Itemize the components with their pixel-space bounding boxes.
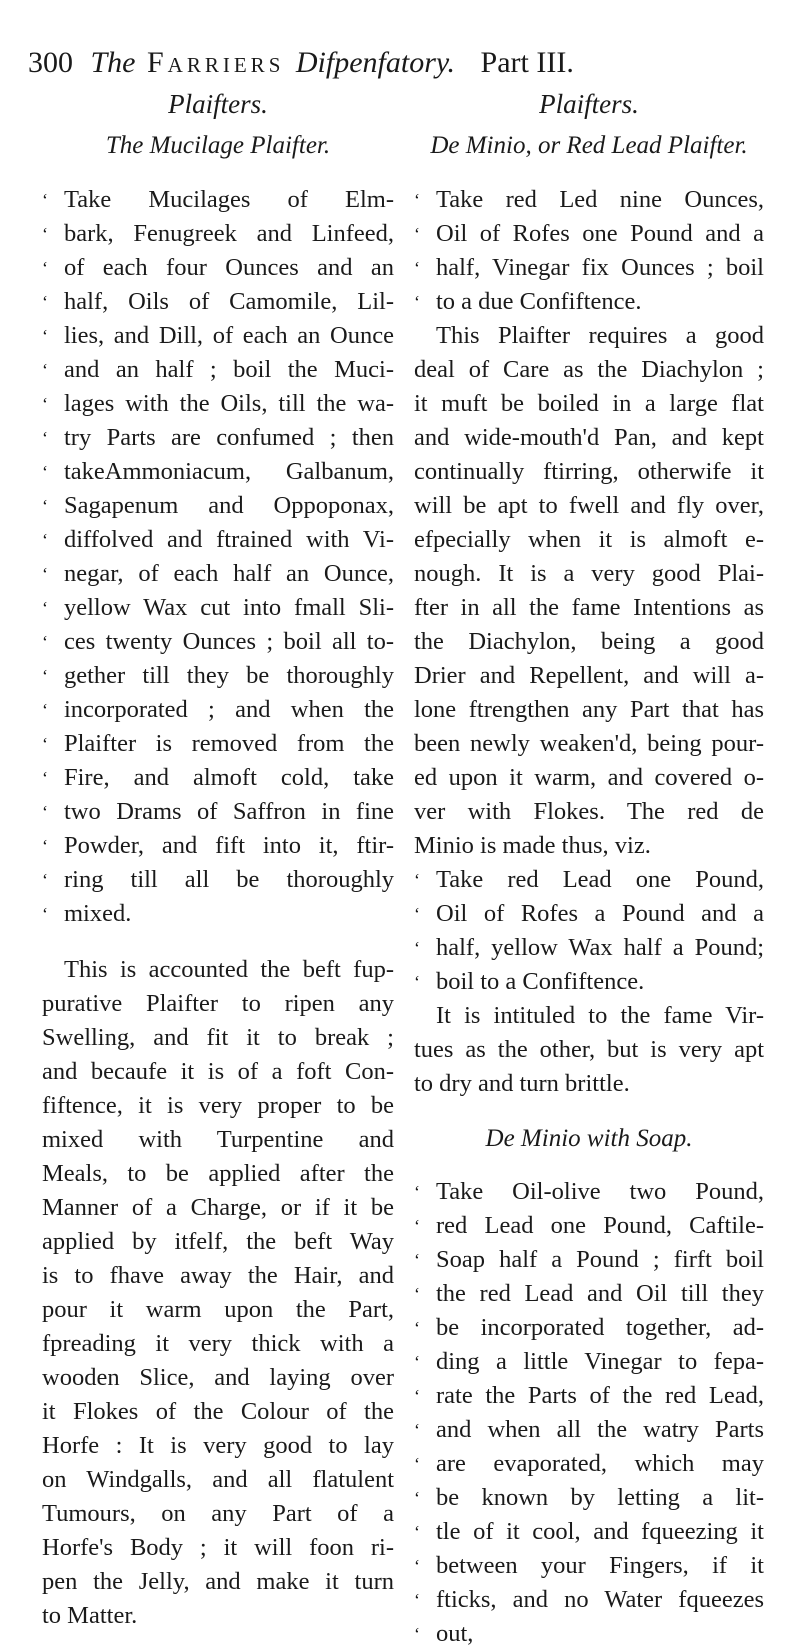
commentary-line: ed upon it warm, and covered o- [414, 763, 764, 791]
commentary-line: mixed with Turpentine and [42, 1125, 394, 1153]
recipe-line: ‘ Take red Lead one Pound, [414, 865, 764, 893]
header-title-dispensatory: Difpenfatory. [295, 46, 456, 79]
recipe-line: ‘ and an half ; boil the Muci- [42, 355, 394, 383]
de-minio-soap-title: De Minio with Soap. [485, 1124, 693, 1152]
recipe-line: ‘ between your Fingers, if it [414, 1552, 764, 1580]
recipe-line: ‘ tle of it cool, and fqueezing it [414, 1518, 764, 1546]
de-minio-commentary [414, 999, 764, 1101]
commentary-line: Swelling, and fit it to break ; [42, 1023, 394, 1051]
commentary-line: Minio is made thus, viz. [414, 831, 651, 859]
recipe-line: ‘ and when all the watry Parts [414, 1416, 764, 1444]
red-lead-recipe [414, 183, 764, 319]
commentary-line: will be apt to fwell and fly over, [414, 491, 764, 519]
recipe-line: ‘ of each four Ounces and an [42, 253, 394, 281]
catchword: ‘ out, [414, 1620, 474, 1648]
recipe-line: ‘ Sagapenum and Oppoponax, [42, 491, 394, 519]
recipe-line: ‘ be known by letting a lit- [414, 1484, 764, 1512]
recipe-line: ‘ Take red Led nine Ounces, [414, 185, 764, 213]
commentary-line: deal of Care as the Diachylon ; [414, 355, 764, 383]
recipe-line: ‘ gether till they be thoroughly [42, 661, 394, 689]
commentary-line: lone ftrengthen any Part that has [414, 695, 764, 723]
commentary-line: Meals, to be applied after the [42, 1159, 394, 1187]
recipe-line: ‘ Powder, and fift into it, ftir- [42, 831, 394, 859]
recipe-line: ‘ the red Lead and Oil till they [414, 1280, 764, 1308]
commentary-line: Manner of a Charge, or if it be [42, 1193, 394, 1221]
commentary-line: on Windgalls, and all flatulent [42, 1465, 394, 1493]
page-number: 300 [28, 46, 73, 79]
recipe-line: ‘ boil to a Confiftence. [414, 967, 645, 995]
left-section-heading: Plaifters. [168, 89, 268, 119]
commentary-line: purative Plaifter to ripen any [42, 989, 394, 1017]
right-column [414, 88, 764, 1651]
commentary-line: continually ftirring, otherwife it [414, 457, 764, 485]
commentary-line: Horfe : It is very good to lay [42, 1431, 394, 1459]
commentary-line: ver with Flokes. The red de [414, 797, 764, 825]
commentary-line: Drier and Repellent, and will a- [414, 661, 764, 689]
right-section-heading: Plaifters. [539, 89, 639, 119]
de-minio-soap-recipe [414, 1175, 764, 1617]
commentary-line: it Flokes of the Colour of the [42, 1397, 394, 1425]
de-minio-recipe [414, 863, 764, 999]
recipe-line: ‘ Oil of Rofes a Pound and a [414, 899, 764, 927]
recipe-line: ‘ fticks, and no Water fqueezes [414, 1586, 764, 1614]
header-title-the: The [90, 46, 136, 79]
commentary-line: fiftence, it is very proper to be [42, 1091, 394, 1119]
commentary-line: This Plaifter requires a good [436, 321, 764, 349]
recipe-line: ‘ red Lead one Pound, Caftile- [414, 1212, 764, 1240]
commentary-line: applied by itfelf, the beft Way [42, 1227, 394, 1255]
recipe-line: ‘ ring till all be thoroughly [42, 865, 394, 893]
commentary-line: fter in all the fame Intentions as [414, 593, 764, 621]
commentary-line: to Matter. [42, 1601, 138, 1629]
recipe-line: ‘ lies, and Dill, of each an Ounce [42, 321, 394, 349]
commentary-line: tues as the other, but is very apt [414, 1035, 764, 1063]
commentary-line: to dry and turn brittle. [414, 1069, 630, 1097]
recipe-line: ‘ Soap half a Pound ; firft boil [414, 1246, 764, 1274]
recipe-line: ‘ try Parts are confumed ; then [42, 423, 394, 451]
recipe-line: ‘ Fire, and almoft cold, take [42, 763, 394, 791]
recipe-line: ‘ half, yellow Wax half a Pound; [414, 933, 764, 961]
recipe-line: ‘ Oil of Rofes one Pound and a [414, 219, 764, 247]
commentary-line: pour it warm upon the Part, [42, 1295, 394, 1323]
red-lead-commentary [414, 319, 764, 863]
recipe-line: ‘ diffolved and ftrained with Vi- [42, 525, 394, 553]
recipe-line: ‘ Plaifter is removed from the [42, 729, 394, 757]
commentary-line: Horfe's Body ; it will foon ri- [42, 1533, 394, 1561]
recipe-line: ‘ bark, Fenugreek and Linfeed, [42, 219, 394, 247]
red-lead-plaister-title: De Minio, or Red Lead Plaifter. [430, 132, 748, 160]
commentary-line: efpecially when it is almoft e- [414, 525, 764, 553]
recipe-line: ‘ mixed. [42, 899, 132, 927]
commentary-line: wooden Slice, and laying over [42, 1363, 394, 1391]
recipe-line: ‘ Take Oil-olive two Pound, [414, 1178, 764, 1206]
commentary-line: the Diachylon, being a good [414, 627, 764, 655]
recipe-line: ‘ takeAmmoniacum, Galbanum, [42, 457, 394, 485]
commentary-line: Tumours, on any Part of a [42, 1499, 394, 1527]
recipe-line: ‘ are evaporated, which may [414, 1450, 764, 1478]
header-title-farriers: Farriers [147, 46, 285, 79]
commentary-line: it muft be boiled in a large flat [414, 389, 764, 417]
recipe-line: ‘ ding a little Vinegar to fepa- [414, 1348, 764, 1376]
recipe-line: ‘ two Drams of Saffron in fine [42, 797, 394, 825]
mucilage-plaister-title: The Mucilage Plaifter. [105, 132, 331, 160]
commentary-line: pen the Jelly, and make it turn [42, 1567, 394, 1595]
left-column [42, 88, 394, 1633]
commentary-line: This is accounted the beft fup- [64, 955, 394, 983]
recipe-line: ‘ half, Oils of Camomile, Lil- [42, 287, 394, 315]
commentary-line: nough. It is a very good Plai- [414, 559, 764, 587]
mucilage-commentary [42, 953, 394, 1633]
commentary-line: is to fhave away the Hair, and [42, 1261, 394, 1289]
commentary-line: and becaufe it is of a foft Con- [42, 1057, 394, 1085]
commentary-line: and wide-mouth'd Pan, and kept [414, 423, 764, 451]
commentary-line: fpreading it very thick with a [42, 1329, 394, 1357]
recipe-line: ‘ half, Vinegar fix Ounces ; boil [414, 253, 764, 281]
commentary-line: It is intituled to the fame Vir- [436, 1001, 764, 1029]
recipe-line: ‘ incorporated ; and when the [42, 695, 394, 723]
recipe-line: ‘ negar, of each half an Ounce, [42, 559, 394, 587]
recipe-line: ‘ lages with the Oils, till the wa- [42, 389, 394, 417]
recipe-line: ‘ rate the Parts of the red Lead, [414, 1382, 764, 1410]
recipe-line: ‘ be incorporated together, ad- [414, 1314, 764, 1342]
recipe-line: ‘ to a due Confiftence. [414, 287, 642, 315]
running-header [28, 48, 776, 78]
recipe-line: ‘ ces twenty Ounces ; boil all to- [42, 627, 394, 655]
mucilage-recipe [42, 183, 394, 931]
recipe-line: ‘ Take Mucilages of Elm- [42, 185, 394, 213]
header-part: Part III. [480, 46, 574, 79]
commentary-line: been newly weaken'd, being pour- [414, 729, 764, 757]
recipe-line: ‘ yellow Wax cut into fmall Sli- [42, 593, 394, 621]
